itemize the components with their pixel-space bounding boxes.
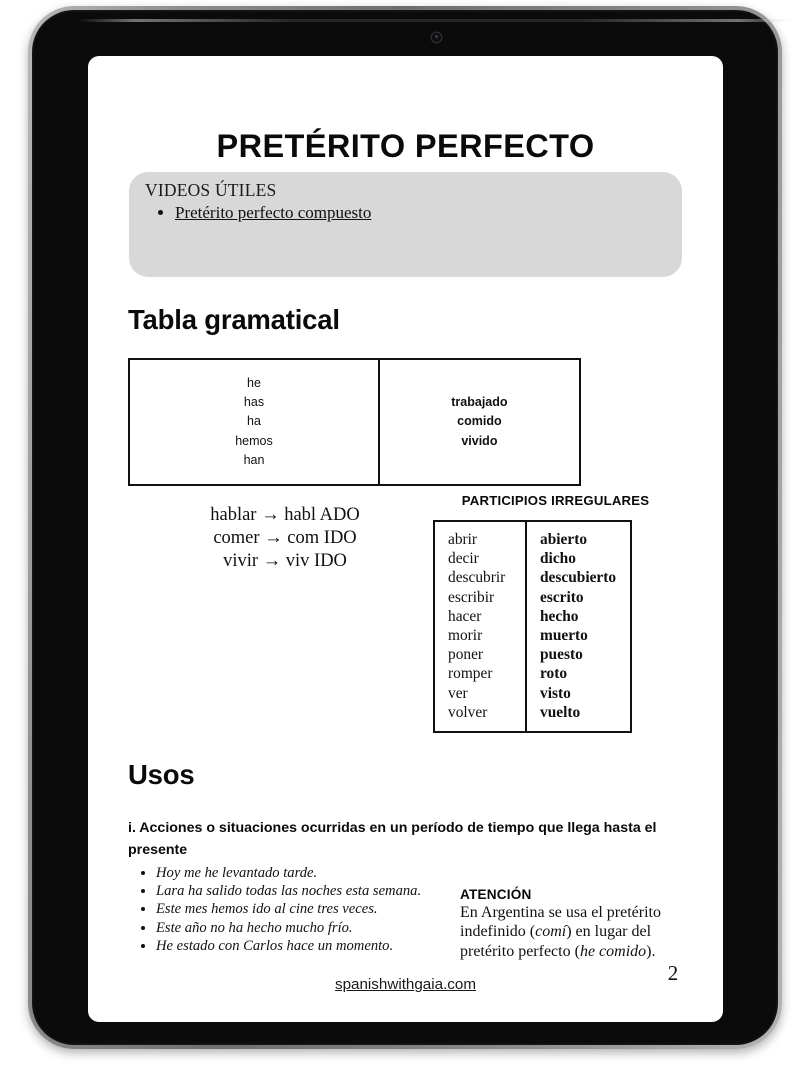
page-title: PRETÉRITO PERFECTO bbox=[216, 128, 595, 164]
verb-formation-list bbox=[140, 504, 430, 573]
irregular-participle: descubierto bbox=[540, 569, 617, 587]
atencion-italic-2: he comido bbox=[579, 942, 647, 960]
infinitive-column bbox=[435, 522, 527, 731]
verb-formation-row: comer → com IDO bbox=[213, 528, 357, 548]
uso-example-list bbox=[138, 864, 486, 955]
list-item: • Lara ha salido todas las noches esta semana. bbox=[156, 882, 486, 900]
irregular-participle: hecho bbox=[540, 607, 579, 625]
conjugation-auxiliary-column bbox=[130, 360, 380, 484]
auxiliary-form: hemos bbox=[235, 433, 273, 448]
infinitive: hacer bbox=[448, 607, 482, 625]
verb-formation-row: vivir → viv IDO bbox=[223, 551, 347, 571]
list-item: • Este mes hemos ido al cine tres veces. bbox=[156, 900, 486, 918]
auxiliary-form: ha bbox=[247, 414, 261, 429]
atencion-italic-1: comí bbox=[535, 923, 567, 941]
participios-irregulares-heading: PARTICIPIOS IRREGULARES bbox=[461, 493, 650, 508]
list-item: • Hoy me he levantado tarde. bbox=[156, 864, 486, 882]
participle-form: comido bbox=[457, 414, 502, 429]
atencion-title: ATENCIÓN bbox=[460, 887, 532, 902]
uso-subheading: i. Acciones o situaciones ocurridas en un período de tiempo que llega hasta el presente bbox=[128, 820, 657, 858]
infinitive: decir bbox=[448, 550, 479, 568]
video-link[interactable]: Pretérito perfecto compuesto bbox=[175, 203, 372, 222]
participle-form: vivido bbox=[461, 433, 498, 448]
atencion-text-2: ) en lugar del pretérito perfecto ( bbox=[460, 923, 652, 960]
videos-utiles-label: VIDEOS ÚTILES bbox=[145, 180, 277, 200]
irregular-participle: dicho bbox=[540, 550, 576, 568]
infinitive: volver bbox=[448, 703, 488, 721]
infinitive: morir bbox=[448, 627, 483, 645]
irregular-participle: vuelto bbox=[540, 703, 581, 721]
list-item: • He estado con Carlos hace un momento. bbox=[156, 937, 486, 955]
participle-form: trabajado bbox=[451, 395, 508, 410]
conjugation-participle-column bbox=[380, 360, 579, 484]
footer-website-link[interactable]: spanishwithgaia.com bbox=[335, 976, 476, 993]
irregular-participle: puesto bbox=[540, 646, 583, 664]
infinitive: descubrir bbox=[448, 569, 506, 587]
irregular-participle: roto bbox=[540, 665, 568, 683]
conjugation-table bbox=[128, 358, 581, 486]
auxiliary-form: has bbox=[243, 395, 265, 410]
irregular-participle: escrito bbox=[540, 588, 584, 606]
bezel-highlight bbox=[78, 19, 796, 22]
videos-utiles-box bbox=[129, 172, 682, 277]
verb-formation-row: hablar → habl ADO bbox=[210, 505, 360, 525]
videos-link-list bbox=[157, 203, 371, 223]
atencion-text-3: ). bbox=[646, 942, 656, 960]
list-item bbox=[175, 203, 371, 223]
auxiliary-form: he bbox=[247, 375, 261, 390]
list-item: • Este año no ha hecho mucho frío. bbox=[156, 919, 486, 937]
atencion-text-1: En Argentina se usa el pretérito indefinido ( bbox=[460, 904, 661, 941]
front-camera-icon bbox=[432, 33, 441, 42]
irregular-participles-table bbox=[433, 520, 632, 733]
atencion-body bbox=[460, 903, 690, 961]
irregular-participle: abierto bbox=[540, 531, 588, 548]
infinitive: ver bbox=[448, 684, 468, 702]
infinitive: romper bbox=[448, 665, 493, 683]
infinitive: abrir bbox=[448, 531, 478, 548]
atencion-note bbox=[460, 887, 690, 961]
irregular-participle: muerto bbox=[540, 627, 588, 645]
irregular-participle: visto bbox=[540, 684, 571, 702]
infinitive: poner bbox=[448, 646, 484, 664]
section-heading-usos: Usos bbox=[128, 759, 195, 790]
auxiliary-form: han bbox=[243, 452, 265, 467]
irregular-participle-column bbox=[527, 522, 630, 731]
document-page bbox=[88, 56, 723, 1022]
section-heading-tabla-gramatical: Tabla gramatical bbox=[128, 304, 340, 335]
page-number: 2 bbox=[667, 961, 679, 985]
infinitive: escribir bbox=[448, 588, 495, 606]
